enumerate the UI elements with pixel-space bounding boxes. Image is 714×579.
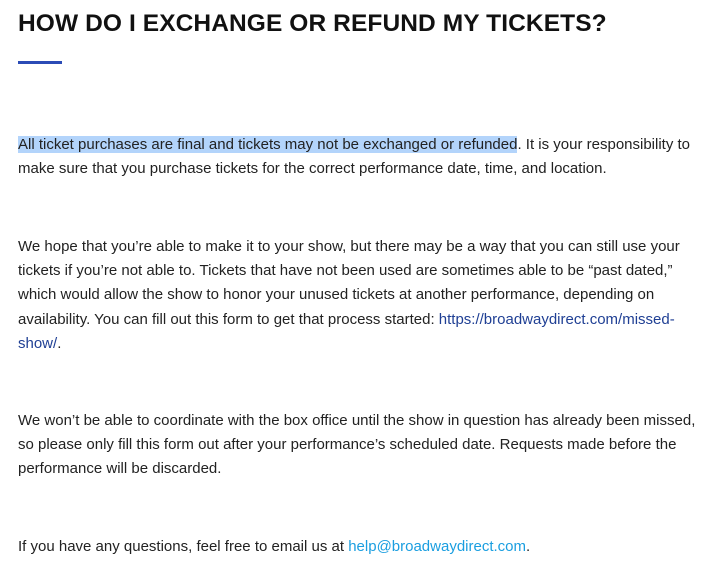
missed-show-link[interactable]: https://broadwaydirect.com/missed-show/ [18,310,675,352]
selected-text-highlight[interactable]: All ticket purchases are final and tickets may not be exchanged or refunded [18,136,518,153]
title-underline [18,61,62,64]
paragraph-past-dated-end: . [57,334,62,352]
paragraph-contact-text: If you have any questions, feel free to email us at [18,538,349,555]
paragraph-box-office: We won’t be able to coordinate with the box office until the show in question has already been missed, so please only fill this form out after your performance’s scheduled date. Requests made before the performance will be discarded. [18,412,696,478]
help-email-link[interactable]: help@broadwaydirect.com [348,538,527,555]
paragraph-past-dated [18,235,698,356]
paragraph-contact [18,535,698,559]
paragraph-policy [18,133,698,181]
paragraph-past-dated-text: We hope that you’re able to make it to your show, but there may be a way that you can still use your tickets if you’re not able to. Tickets that have not been used are sometimes able to be “past dated,” which would allow the show to honor your unused tickets at another performance, depending on availability. You can fill out this form to get that process started: [18,238,680,328]
paragraph-policy-rest: . It is your responsibility to make sure that you purchase tickets for the correct performance date, time, and location. [18,136,691,178]
paragraph-contact-end: . [526,538,531,555]
page-title: HOW DO I EXCHANGE OR REFUND MY TICKETS? [18,10,607,37]
